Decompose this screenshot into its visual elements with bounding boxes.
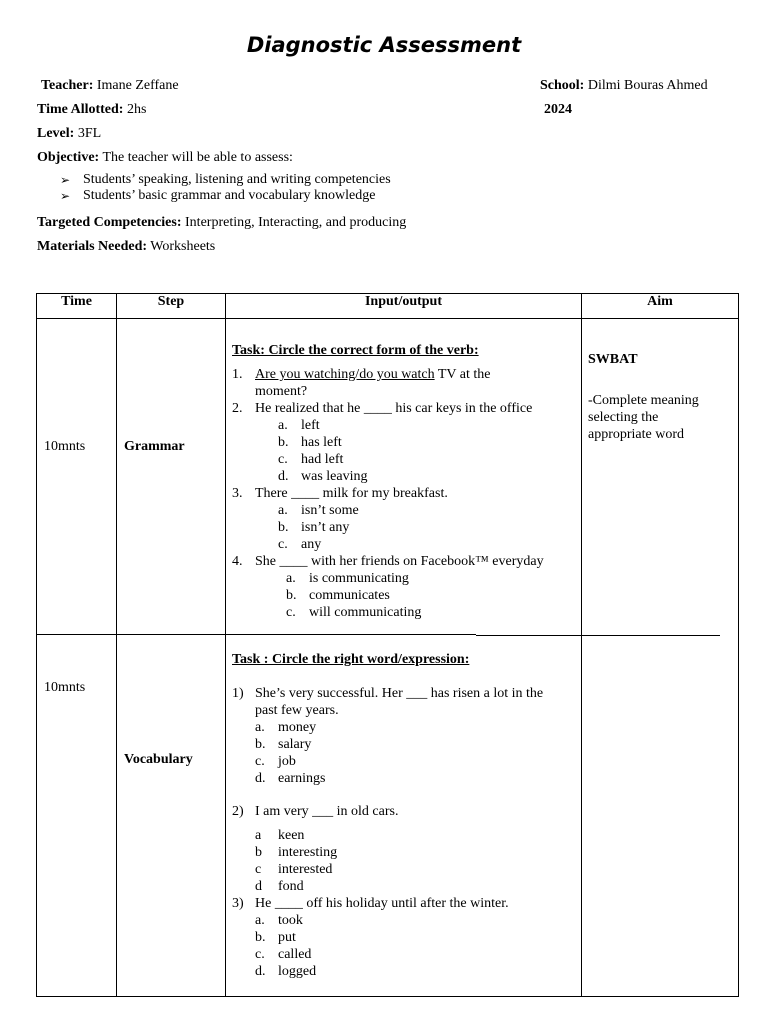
option-item: a. took [255, 913, 303, 928]
time-allotted-value: 2hs [126, 102, 147, 117]
arrow-bullet-icon: ➢ [60, 189, 71, 203]
grammar-question-list [232, 366, 577, 621]
option-item: a. money [255, 720, 317, 735]
option-item: b interesting [255, 845, 338, 860]
objective-bullet-list [60, 172, 391, 204]
option-item: a keen [255, 828, 305, 843]
table-column-divider [581, 293, 582, 997]
document-title: Diagnostic Assessment [246, 33, 522, 57]
grammar-input-cell [232, 342, 577, 621]
vocabulary-task-heading: Task : Circle the right word/expression: [232, 652, 470, 667]
option-list [255, 502, 448, 553]
competencies-line [37, 214, 406, 231]
option-list [255, 827, 398, 895]
objective-text: The teacher will be able to assess: [102, 150, 293, 165]
option-list [255, 912, 509, 980]
bullet-item: ➢ Students’ speaking, listening and writing competencies [60, 172, 391, 187]
question-item: 2) I am very ___ in old cars. a keen b interesting c interested d fond [232, 804, 399, 894]
year-line [544, 101, 572, 118]
competencies-label: Targeted Competencies: [37, 215, 182, 230]
table-border-left [36, 293, 37, 997]
option-item: c interested [255, 862, 333, 877]
school-line [540, 77, 708, 94]
school-name: Dilmi Bouras Ahmed [587, 78, 708, 93]
teacher-line [41, 77, 179, 94]
question-item: 3. There ____ milk for my breakfast. a. isn’t some b. isn’t any c. any [232, 486, 448, 552]
option-item: a. left [278, 418, 320, 433]
question-item: 3) He ____ off his holiday until after the winter. a. took b. put c. called d. logged [232, 896, 509, 979]
objective-label: Objective: [37, 150, 100, 165]
question-item: 1) She’s very successful. Her ___ has risen a lot in the past few years. a. money b. salary c. job d. earnings [232, 686, 544, 786]
option-list [255, 570, 544, 621]
level-value: 3FL [77, 126, 102, 141]
bullet-item: ➢ Students’ basic grammar and vocabulary knowledge [60, 188, 376, 203]
grammar-step: Grammar [124, 439, 185, 454]
teacher-label: Teacher: [41, 78, 94, 93]
table-row-divider [476, 635, 720, 636]
option-item: b. put [255, 930, 296, 945]
competencies-text: Interpreting, Interacting, and producing [185, 215, 407, 230]
table-row-divider [36, 634, 476, 635]
vocabulary-input-cell [232, 651, 577, 980]
table-border-bottom [36, 996, 739, 997]
objective-line [37, 149, 293, 166]
option-item: c. any [278, 537, 322, 552]
level-label: Level: [37, 126, 75, 141]
question-underlined-options: Are you watching/do you watch [255, 367, 435, 382]
option-item: c. will communicating [286, 605, 422, 620]
grammar-aim-cell: SWBAT -Complete meaning selecting the appropriate word [588, 351, 733, 443]
header-time: Time [61, 294, 92, 309]
header-input-output: Input/output [364, 294, 443, 309]
vocabulary-question-list [232, 685, 577, 980]
school-label: School: [540, 78, 585, 93]
header-step: Step [157, 294, 185, 309]
grammar-time: 10mnts [44, 439, 86, 454]
option-item: a. is communicating [286, 571, 409, 586]
table-column-divider [225, 293, 226, 997]
aim-title: SWBAT [588, 352, 638, 367]
table-header-divider [36, 318, 739, 319]
option-item: d. was leaving [278, 469, 368, 484]
grammar-task-heading: Task: Circle the correct form of the verb: [232, 343, 479, 358]
materials-text: Worksheets [150, 239, 216, 254]
option-item: b. salary [255, 737, 312, 752]
materials-line [37, 238, 215, 255]
question-item: 2. He realized that he ____ his car keys in the office a. left b. has left c. had left d. was leaving [232, 401, 533, 484]
teacher-name: Imane Zeffane [96, 78, 179, 93]
option-list [255, 417, 532, 485]
vocabulary-step: Vocabulary [124, 752, 193, 767]
option-item: c. job [255, 754, 296, 769]
option-item: d fond [255, 879, 304, 894]
time-allotted-label: Time Allotted: [37, 102, 124, 117]
option-item: b. isn’t any [278, 520, 350, 535]
option-item: d. logged [255, 964, 317, 979]
question-item: 1. Are you watching/do you watch TV at the moment? [232, 367, 491, 399]
vocabulary-time: 10mnts [44, 680, 86, 695]
level-line [37, 125, 101, 142]
time-allotted-line [37, 101, 146, 118]
arrow-bullet-icon: ➢ [60, 173, 71, 187]
table-border-right [738, 293, 739, 997]
option-item: b. communicates [286, 588, 390, 603]
header-aim: Aim [647, 294, 673, 309]
option-item: b. has left [278, 435, 342, 450]
option-item: d. earnings [255, 771, 326, 786]
table-column-divider [116, 293, 117, 997]
option-list [255, 719, 543, 787]
materials-label: Materials Needed: [37, 239, 148, 254]
year-value: 2024 [544, 102, 572, 117]
option-item: c. called [255, 947, 312, 962]
question-item: 4. She ____ with her friends on Facebook™ everyday a. is communicating b. communicates c. will communicating [232, 554, 544, 620]
option-item: c. had left [278, 452, 344, 467]
option-item: a. isn’t some [278, 503, 359, 518]
